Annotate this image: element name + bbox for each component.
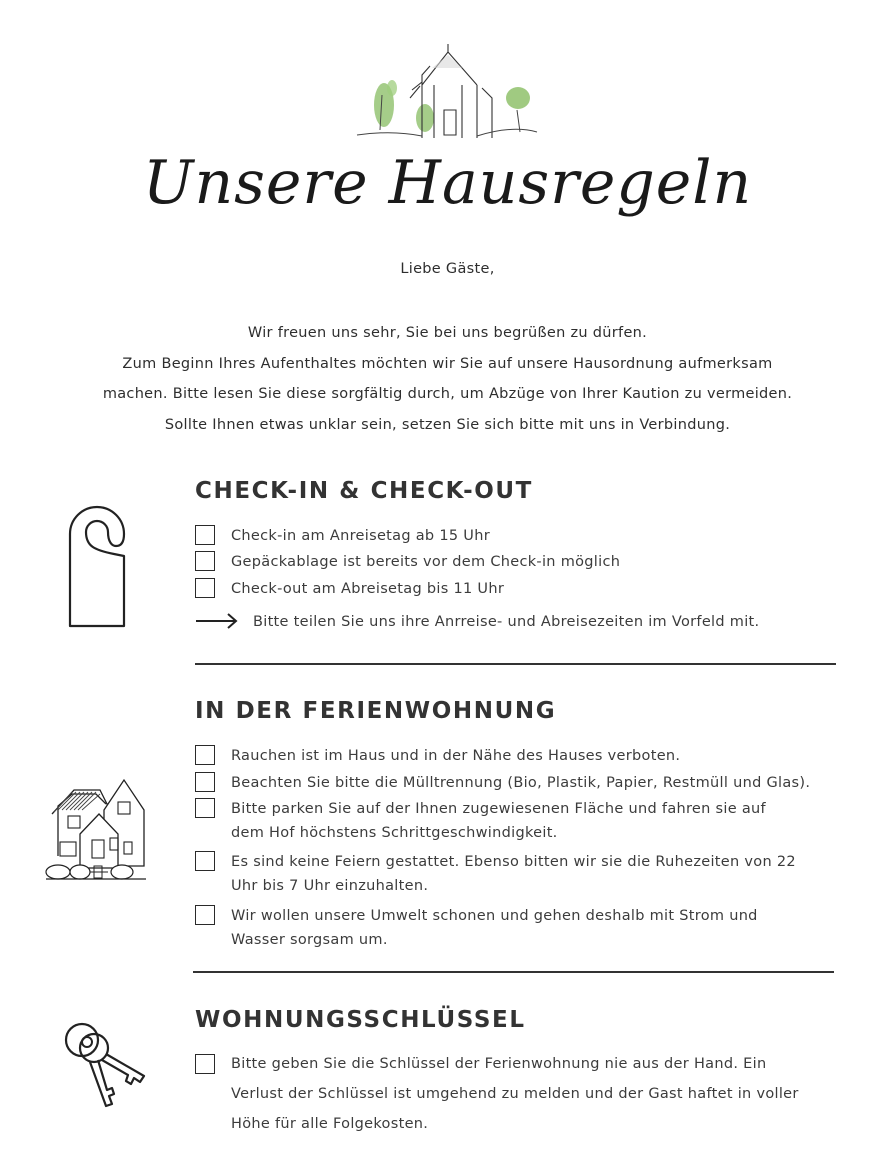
page-title: Unsere Hausregeln: [142, 148, 753, 218]
checkbox[interactable]: [195, 798, 215, 818]
section-heading-checkin: CHECK-IN & CHECK-OUT: [195, 478, 533, 504]
checkbox[interactable]: [195, 525, 215, 545]
checklist-item: Bitte geben Sie die Schlüssel der Ferienwohnung nie aus der Hand. Ein Verlust der Schlüssel ist umgehend zu melden und der Gast haftet in voller Höhe für alle Folgekosten.: [195, 1053, 799, 1139]
checkbox[interactable]: [195, 578, 215, 598]
house-icon: [44, 776, 148, 882]
intro-line: machen. Bitte lesen Sie diese sorgfältig durch, um Abzüge von Ihrer Kaution zu vermeiden.: [102, 386, 793, 402]
house-illustration: [352, 40, 542, 140]
checklist-item: Es sind keine Feiern gestattet. Ebenso bitten wir sie die Ruhezeiten von 22 Uhr bis 7 Uhr einzuhalten.: [195, 850, 796, 898]
checkbox[interactable]: [195, 772, 215, 792]
section-heading-ferienwohnung: IN DER FERIENWOHNUNG: [195, 698, 557, 724]
checklist-item: Rauchen ist im Haus und in der Nähe des Hauses verboten.: [195, 744, 680, 768]
checkbox[interactable]: [195, 905, 215, 925]
checkin-note: Bitte teilen Sie uns ihre Anrreise- und Abreisezeiten im Vorfeld mit.: [253, 614, 760, 630]
checkbox[interactable]: [195, 851, 215, 871]
intro-line: Wir freuen uns sehr, Sie bei uns begrüßen zu dürfen.: [247, 325, 648, 341]
checklist-item: Check-in am Anreisetag ab 15 Uhr: [195, 524, 490, 548]
divider: [195, 663, 836, 665]
divider: [193, 971, 834, 973]
checkbox[interactable]: [195, 551, 215, 571]
checklist-item: Check-out am Abreisetag bis 11 Uhr: [195, 577, 504, 601]
intro-text: [50, 318, 845, 440]
checklist-item: Beachten Sie bitte die Mülltrennung (Bio, Plastik, Papier, Restmüll und Glas).: [195, 771, 810, 795]
intro-line: Zum Beginn Ihres Aufenthaltes möchten wir Sie auf unsere Hausordnung aufmerksam: [122, 355, 773, 372]
checklist-item: Gepäckablage ist bereits vor dem Check-in möglich: [195, 550, 620, 574]
checkbox[interactable]: [195, 1054, 215, 1074]
arrow-right-icon: [194, 612, 240, 630]
door-hanger-icon: [62, 494, 132, 630]
intro-line: Sollte Ihnen etwas unklar sein, setzen Sie sich bitte mit uns in Verbindung.: [164, 416, 731, 433]
checklist-item: Wir wollen unsere Umwelt schonen und gehen deshalb mit Strom und Wasser sorgsam um.: [195, 904, 758, 952]
checklist-item: Bitte parken Sie auf der Ihnen zugewiesenen Fläche und fahren sie auf dem Hof höchstens Schrittgeschwindigkeit.: [195, 797, 766, 845]
checkbox[interactable]: [195, 745, 215, 765]
keys-icon: [60, 1018, 148, 1110]
section-heading-schluessel: WOHNUNGSSCHLÜSSEL: [195, 1007, 526, 1033]
greeting: Liebe Gäste,: [400, 261, 495, 277]
